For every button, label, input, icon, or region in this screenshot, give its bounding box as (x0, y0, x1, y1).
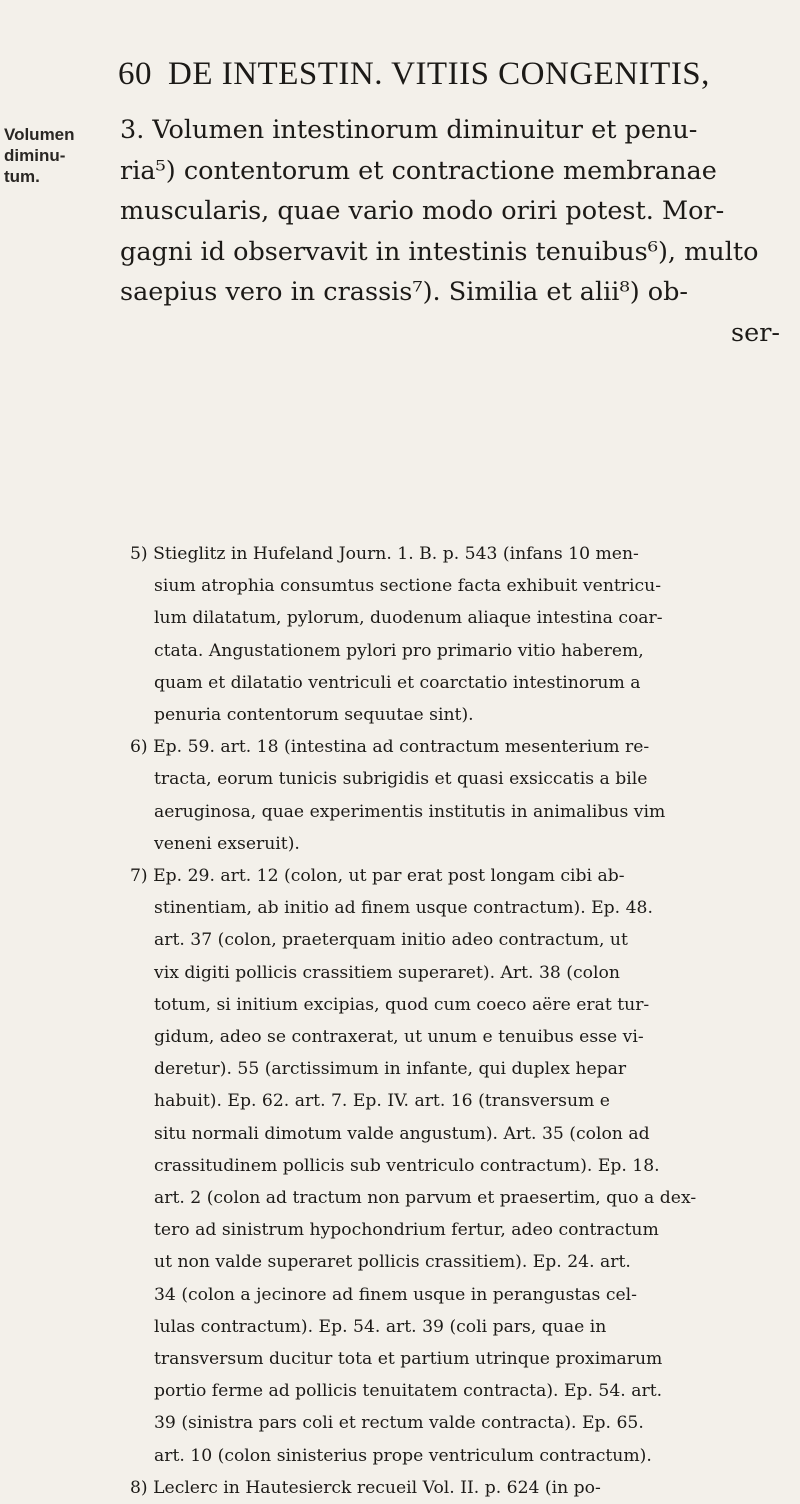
footnote-line: habuit). Ep. 62. art. 7. Ep. IV. art. 16 (transversum e (154, 1091, 610, 1112)
footnote-line: portio ferme ad pollicis tenuitatem contracta). Ep. 54. art. (154, 1381, 663, 1402)
footnote-line: tracta, eorum tunicis subrigidis et quasi exsiccatis a bile (154, 769, 648, 790)
running-title: DE INTESTIN. VITIIS CONGENITIS, (168, 56, 710, 92)
footnote-5 (130, 538, 780, 731)
paragraph-line: muscularis, quae vario modo oriri potest. Mor- (120, 196, 725, 226)
footnote-line: quam et dilatatio ventriculi et coarctatio intestinorum a (154, 672, 641, 693)
page-number: 60 (118, 56, 152, 92)
paragraph-line: gagni id observavit in intestinis tenuibus⁶), multo (120, 236, 759, 267)
footnote-6 (130, 731, 780, 860)
footnotes (130, 538, 780, 1504)
footnote-8 (130, 1472, 780, 1504)
footnote-line: art. 2 (colon ad tractum non parvum et praesertim, quo a dex- (154, 1188, 697, 1209)
main-paragraph (120, 110, 780, 353)
footnote-7 (130, 860, 780, 1472)
footnote-line: art. 37 (colon, praeterquam initio adeo contractum, ut (154, 930, 628, 951)
footnote-line: 7) Ep. 29. art. 12 (colon, ut par erat post longam cibi ab- (130, 866, 625, 887)
footnote-line: vix digiti pollicis crassitiem superaret). Art. 38 (colon (154, 962, 620, 983)
footnote-line: ut non valde superaret pollicis crassitiem). Ep. 24. art. (154, 1252, 631, 1273)
paragraph-line: 3. Volumen intestinorum diminuitur et penu- (120, 115, 698, 145)
margin-note-line: tum. (4, 167, 40, 186)
footnote-line: 5) Stieglitz in Hufeland Journ. 1. B. p. 543 (infans 10 men- (130, 544, 639, 564)
footnote-line: situ normali dimotum valde angustum). Art. 35 (colon ad (154, 1123, 650, 1144)
footnote-line: 8) Leclerc in Hautesierck recueil Vol. II. p. 624 (in po- (130, 1477, 601, 1498)
margin-note-line: Volumen (4, 125, 75, 144)
footnote-line: 34 (colon a jecinore ad finem usque in perangustas cel- (154, 1284, 637, 1305)
paragraph-line: saepius vero in crassis⁷). Similia et alii⁸) ob- (120, 277, 689, 307)
paragraph-line: ria⁵) contentorum et contractione membranae (120, 155, 717, 186)
footnote-line: aeruginosa, quae experimentis institutis in animalibus vim (154, 801, 666, 822)
margin-note (4, 124, 90, 187)
footnote-line: 39 (sinistra pars coli et rectum valde contracta). Ep. 65. (154, 1413, 644, 1434)
footnote-line: sium atrophia consumtus sectione facta exhibuit ventricu- (154, 576, 662, 597)
footnote-line: totum, si initium excipias, quod cum coeco aëre erat tur- (154, 994, 650, 1015)
footnote-line: lulas contractum). Ep. 54. art. 39 (coli pars, quae in (154, 1316, 607, 1337)
footnote-line: deretur). 55 (arctissimum in infante, qui duplex hepar (154, 1059, 627, 1080)
footnote-line: crassitudinem pollicis sub ventriculo contractum). Ep. 18. (154, 1155, 660, 1176)
footnote-line: ctata. Angustationem pylori pro primario vitio haberem, (154, 640, 644, 661)
footnote-line: veneni exseruit). (154, 833, 300, 854)
footnote-line: penuria contentorum sequutae sint). (154, 705, 474, 726)
footnote-line: stinentiam, ab initio ad finem usque contractum). Ep. 48. (154, 898, 653, 919)
catchword: ser- (731, 317, 780, 348)
margin-note-line: diminu- (4, 146, 66, 165)
footnote-line: gidum, adeo se contraxerat, ut unum e tenuibus esse vi- (154, 1027, 644, 1048)
footnote-line: lum dilatatum, pylorum, duodenum aliaque intestina coar- (154, 608, 663, 629)
footnote-line: 6) Ep. 59. art. 18 (intestina ad contractum mesenterium re- (130, 737, 650, 758)
running-head (118, 56, 778, 93)
footnote-line: transversum ducitur tota et partium utrinque proximarum (154, 1349, 663, 1370)
footnote-line: tero ad sinistrum hypochondrium fertur, adeo contractum (154, 1220, 659, 1241)
footnote-line: art. 10 (colon sinisterius prope ventriculum contractum). (154, 1445, 652, 1466)
